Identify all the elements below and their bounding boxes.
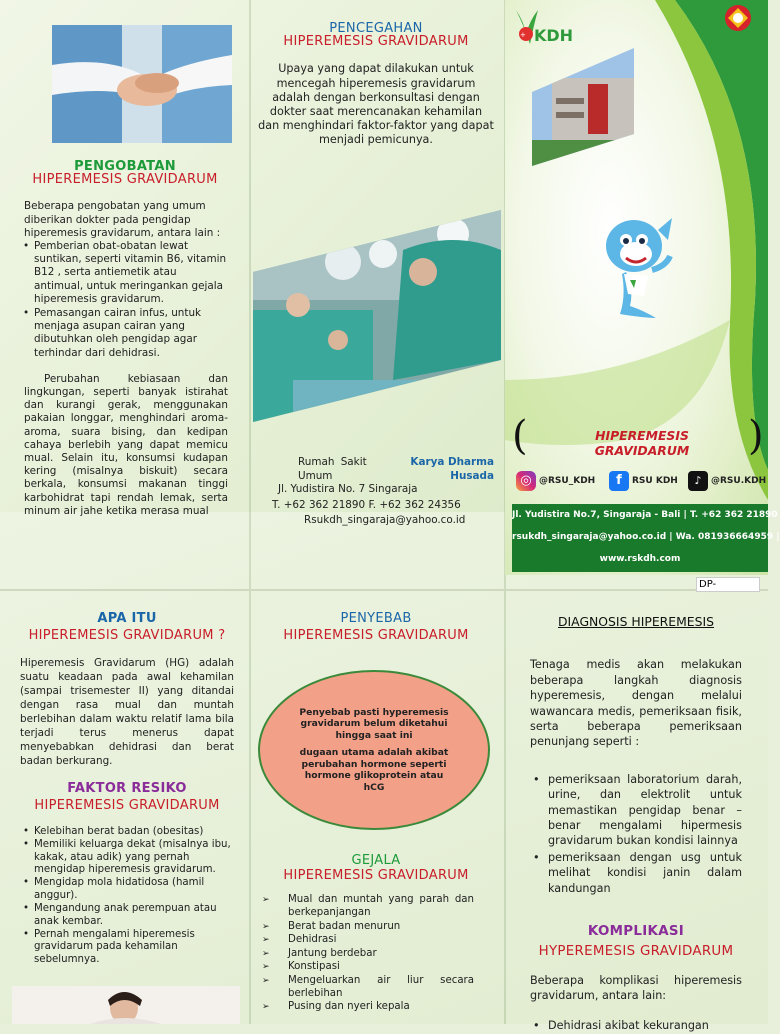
hospital-name: Karya Dharma Husada: [410, 456, 494, 482]
right-bracket: ): [748, 413, 764, 459]
hospital-prefix: Rumah Sakit Umum: [298, 456, 367, 482]
lifestyle-paragraph: Perubahan kebiasaan dan lingkungan, seperti banyak istirahat dan kurangi gerak, menggunakan pakaian longgar, menghindari aroma-aroma, suara bising, dan kedipan cahaya berlebih yang dapat memicu mual. Selain itu, konsumsi kudapan kering (misalnya biskuit) secara berkala, konsumsi makanan tinggi karbohidrat tapi rendah lemak, serta minum air jahe ketika merasa mual: [24, 372, 228, 517]
list-item: ➢ Mual dan muntah yang parah dan berkepanjangan: [264, 894, 474, 919]
treatment-subtitle: HIPEREMESIS GRAVIDARUM: [32, 172, 218, 188]
what-is-body: Hiperemesis Gravidarum (HG) adalah suatu keadaan pada awal kehamilan (sampai trisemester II) yang ditandai dengan rasa mual dan muntah berlebihan dalam waktu relatif lama bila terjadi terus menerus dapat menyebabkan dehidrasi dan berat badan berkurang.: [20, 657, 234, 768]
complication-subtitle: HYPEREMESIS GRAVIDARUM: [538, 943, 734, 959]
contact-website[interactable]: www.rskdh.com: [599, 554, 681, 564]
treatment-section: [22, 160, 228, 518]
cause-text-2: dugaan utama adalah akibat perubahan hormone seperti hormone glikoprotein atau hCG: [299, 747, 449, 793]
list-item: • Mengandung anak perempuan atau anak kembar.: [22, 903, 234, 928]
risk-subtitle: HIPEREMESIS GRAVIDARUM: [34, 797, 220, 813]
cover-title-line1: HIPEREMESIS: [595, 428, 689, 443]
list-item: • Kelebihan berat badan (obesitas): [22, 826, 234, 838]
cause-section: [258, 612, 494, 642]
pregnant-woman-photo: [12, 986, 240, 1024]
contact-bar: [512, 504, 780, 572]
list-item: ➢ Jantung berdebar: [264, 948, 474, 961]
diagnosis-section: [530, 614, 742, 1034]
treatment-title: PENGOBATAN: [74, 159, 176, 174]
complication-intro: Beberapa komplikasi hiperemesis gravidarum, antara lain:: [530, 973, 742, 1003]
diagnosis-list: [530, 772, 742, 896]
treatment-intro: Beberapa pengobatan yang umum diberikan dokter pada pengidap hiperemesis gravidarum, antara lain :: [24, 200, 221, 239]
kdh-logo: [512, 4, 582, 50]
treatment-list: [22, 240, 228, 360]
hands-together-photo: [52, 25, 232, 143]
instagram-link[interactable]: [516, 470, 595, 492]
prevention-section: [258, 22, 494, 148]
list-item: • Memiliki keluarga dekat (misalnya ibu, kakak, atau adik) yang pernah mengidap hiperemesis gravidarum.: [22, 839, 234, 876]
logo-text: KDH: [534, 26, 574, 45]
prevention-subtitle: HIPEREMESIS GRAVIDARUM: [283, 34, 469, 50]
contact-email-wa: rsukdh_singaraja@yahoo.co.id | Wa. 081936664959 |: [512, 532, 780, 542]
list-item: • pemeriksaan laboratorium darah, urine, dan elektrolit untuk memastikan pengidap benar – benar mengalami hipermesis gravidarum bukan kondisi lainnya: [532, 772, 742, 849]
tiktok-handle: @RSU.KDH: [711, 476, 767, 486]
hospital-address: Jl. Yudistira No. 7 Singaraja: [278, 483, 418, 496]
hospital-phone: T. +62 362 21890 F. +62 362 24356: [272, 498, 461, 511]
dp-code: DP-: [696, 577, 760, 592]
list-item: ➢ Mengeluarkan air liur secara berlebihan: [264, 975, 474, 1000]
cover-title-line2: GRAVIDARUM: [594, 443, 690, 458]
surgery-photo: [253, 210, 501, 422]
cause-title: PENYEBAB: [340, 611, 412, 626]
list-item: • pemeriksaan dengan usg untuk melihat kondisi janin dalam kandungan: [532, 850, 742, 896]
list-item: • Dehidrasi akibat kekurangan: [532, 1018, 742, 1033]
cause-text-1: Penyebab pasti hyperemesis gravidarum belum diketahui hingga saat ini: [299, 706, 449, 741]
what-is-subtitle: HIPEREMESIS GRAVIDARUM ?: [28, 628, 226, 644]
tiktok-icon: ♪: [688, 471, 708, 491]
hospital-building-photo: [532, 48, 634, 166]
facebook-icon: f: [609, 471, 629, 491]
cover-title: [572, 428, 712, 458]
list-item: ➢ Pusing dan nyeri kepala: [264, 1001, 474, 1014]
symptom-subtitle: HIPEREMESIS GRAVIDARUM: [283, 868, 469, 884]
list-item: • Pernah mengalami hiperemesis gravidarum pada kehamilan sebelumnya.: [22, 929, 234, 966]
cause-oval: [258, 670, 490, 830]
complication-title: KOMPLIKASI: [587, 924, 685, 940]
page-divider: [0, 589, 768, 591]
contact-address: Jl. Yudistira No.7, Singaraja - Bali | T. +62 362 21890: [512, 510, 778, 520]
svg-text:+: +: [520, 31, 526, 39]
tiktok-link[interactable]: [688, 470, 766, 492]
list-item: • Mengidap mola hidatidosa (hamil anggur).: [22, 877, 234, 902]
list-item: ➢ Dehidrasi: [264, 934, 474, 947]
dolphin-mascot: [600, 210, 684, 326]
fold-line: [249, 0, 251, 1024]
facebook-handle: RSU KDH: [632, 476, 678, 486]
diagnosis-body: Tenaga medis akan melakukan beberapa langkah diagnosis hyperemesis, dengan melalui wawancara medis, pemeriksaan fisik, serta beberapa pemeriksaan penunjang seperti :: [530, 658, 742, 749]
list-item: ➢ Berat badan menurun: [264, 921, 474, 934]
risk-list: [20, 826, 234, 966]
list-item: • Pemberian obat-obatan lewat suntikan, seperti vitamin B6, vitamin B12 , serta antiemetik atau antimual, untuk meringankan gejala hiperemesis gravidarum.: [22, 240, 228, 306]
symptom-section: [258, 854, 494, 1015]
prevention-title: PENCEGAHAN: [329, 21, 423, 36]
diagnosis-title: DIAGNOSIS HIPEREMESIS: [557, 614, 714, 629]
prevention-body: Upaya yang dapat dilakukan untuk mencegah hiperemesis gravidarum adalah dengan berkonsultasi dengan dokter saat merencanakan kehamilan dan menghindari faktor-faktor yang dapat menjadi pemicunya.: [258, 62, 494, 147]
hospital-email: Rsukdh_singaraja@yahoo.co.id: [304, 514, 466, 527]
what-is-section: [20, 612, 234, 967]
accreditation-badge: [720, 2, 756, 46]
facebook-link[interactable]: [609, 470, 678, 492]
instagram-handle: @RSU_KDH: [539, 476, 596, 486]
symptom-title: GEJALA: [351, 853, 401, 868]
symptom-list: [258, 894, 494, 1013]
complication-list: [530, 1018, 742, 1033]
what-is-title: APA ITU: [97, 611, 157, 626]
instagram-icon: ◎: [516, 471, 536, 491]
risk-title: FAKTOR RESIKO: [67, 781, 187, 797]
list-item: ➢ Konstipasi: [264, 961, 474, 974]
cause-subtitle: HIPEREMESIS GRAVIDARUM: [283, 628, 469, 644]
list-item: • Pemasangan cairan infus, untuk menjaga asupan cairan yang dibutuhkan oleh pengidap agar terhindar dari dehidrasi.: [22, 307, 228, 360]
hospital-info: [272, 456, 494, 528]
left-bracket: (: [512, 413, 528, 459]
